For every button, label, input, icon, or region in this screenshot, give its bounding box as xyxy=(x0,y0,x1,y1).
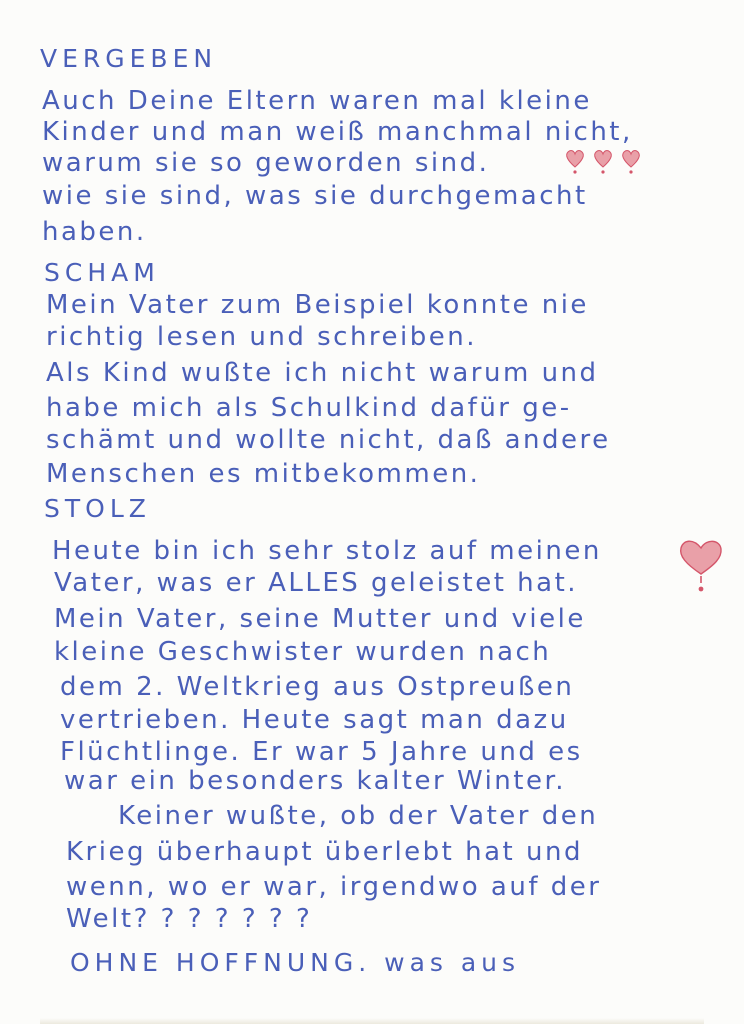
text-line: Krieg überhaupt überlebt hat und xyxy=(66,837,583,867)
paper-edge xyxy=(40,1018,704,1024)
heading-stolz: STOLZ xyxy=(44,494,151,523)
text-line: Als Kind wußte ich nicht warum und xyxy=(46,358,599,388)
text-line: Mein Vater, seine Mutter und viele xyxy=(54,604,586,634)
text-line: Menschen es mitbekommen. xyxy=(46,459,481,489)
text-line: Auch Deine Eltern waren mal kleine xyxy=(42,86,592,116)
text-line: Kinder und man weiß manchmal nicht, xyxy=(42,117,633,147)
text-line: Mein Vater zum Beispiel konnte nie xyxy=(46,290,589,320)
text-line: kleine Geschwister wurden nach xyxy=(54,637,552,667)
text-line: richtig lesen und schreiben. xyxy=(46,322,478,352)
text-line: Keiner wußte, ob der Vater den xyxy=(118,801,599,831)
text-line: wenn, wo er war, irgendwo auf der xyxy=(66,872,602,902)
text-line: Flüchtlinge. Er war 5 Jahre und es xyxy=(60,737,583,767)
large-heart-icon xyxy=(676,534,726,594)
text-line: schämt und wollte nicht, daß andere xyxy=(46,425,611,455)
text-line: warum sie so geworden sind. xyxy=(42,148,490,178)
hearts-icon xyxy=(563,145,647,175)
text-line: dem 2. Weltkrieg aus Ostpreußen xyxy=(60,672,575,702)
text-line: war ein besonders kalter Winter. xyxy=(64,766,567,796)
text-line: habe mich als Schulkind dafür ge- xyxy=(46,393,572,423)
text-line: vertrieben. Heute sagt man dazu xyxy=(60,705,569,735)
text-line: haben. xyxy=(42,217,147,247)
text-line: wie sie sind, was sie durchgemacht xyxy=(42,181,588,211)
text-line: Heute bin ich sehr stolz auf meinen xyxy=(52,536,602,566)
heading-vergeben: VERGEBEN xyxy=(40,44,218,73)
heading-scham: SCHAM xyxy=(44,258,160,287)
text-line: Vater, was er ALLES geleistet hat. xyxy=(54,568,579,598)
text-line: Welt? ? ? ? ? ? ? xyxy=(66,904,313,934)
text-line: OHNE HOFFNUNG. was aus xyxy=(70,948,521,977)
